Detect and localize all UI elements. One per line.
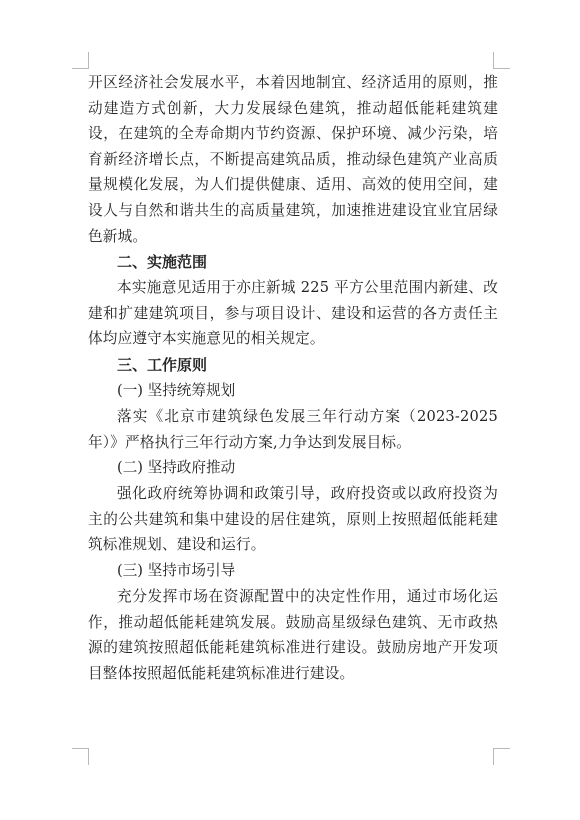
subheading-market-guidance: (三) 坚持市场引导 [117,561,236,579]
paragraph-market-guidance: 充分发挥市场在资源配置中的决定性作用，通过市场化运作，推动超低能耗建筑发展。鼓励高星级绿色建筑、无市政热源的建筑按照超低能耗建筑标准进行建设。鼓励房地产开发项目整体按照超低能耗建筑标准进行建设。 [88,587,498,682]
crop-mark-bottom-right [493,748,510,765]
paragraph-intro: 开区经济社会发展水平，本着因地制宜、经济适用的原则，推动建造方式创新，大力发展绿色建筑，推动超低能耗建筑建设，在建筑的全寿命期内节约资源、保护环境、减少污染，培育新经济增长点，不断提高建筑品质，推动绿色建筑产业高质量规模化发展，为人们提供健康、适用、高效的使用空间，建设人与自然和谐共生的高质量建筑，加速推进建设宜业宜居绿色新城。 [88,74,498,245]
crop-mark-top-right [493,52,510,69]
paragraph-scope: 本实施意见适用于亦庄新城 225 平方公里范围内新建、改建和扩建建筑项目，参与项目设计、建设和运营的各方责任主体均应遵守本实施意见的相关规定。 [88,279,498,348]
crop-mark-top-left [72,52,89,69]
document-body[interactable] [88,70,498,686]
paragraph-government-promotion: 强化政府统筹协调和政策引导，政府投资或以政府投资为主的公共建筑和集中建设的居住建筑，原则上按照超低能耗建筑标准规划、建设和运行。 [88,485,498,554]
crop-mark-bottom-left [72,748,89,765]
paragraph-overall-planning: 落实《北京市建筑绿色发展三年行动方案（2023-2025年）》严格执行三年行动方案,力争达到发展目标。 [88,407,498,451]
heading-scope: 二、实施范围 [117,253,208,272]
subheading-government-promotion: (二) 坚持政府推动 [117,459,236,477]
subheading-overall-planning: (一) 坚持统筹规划 [117,381,236,399]
heading-principles: 三、工作原则 [117,355,208,374]
